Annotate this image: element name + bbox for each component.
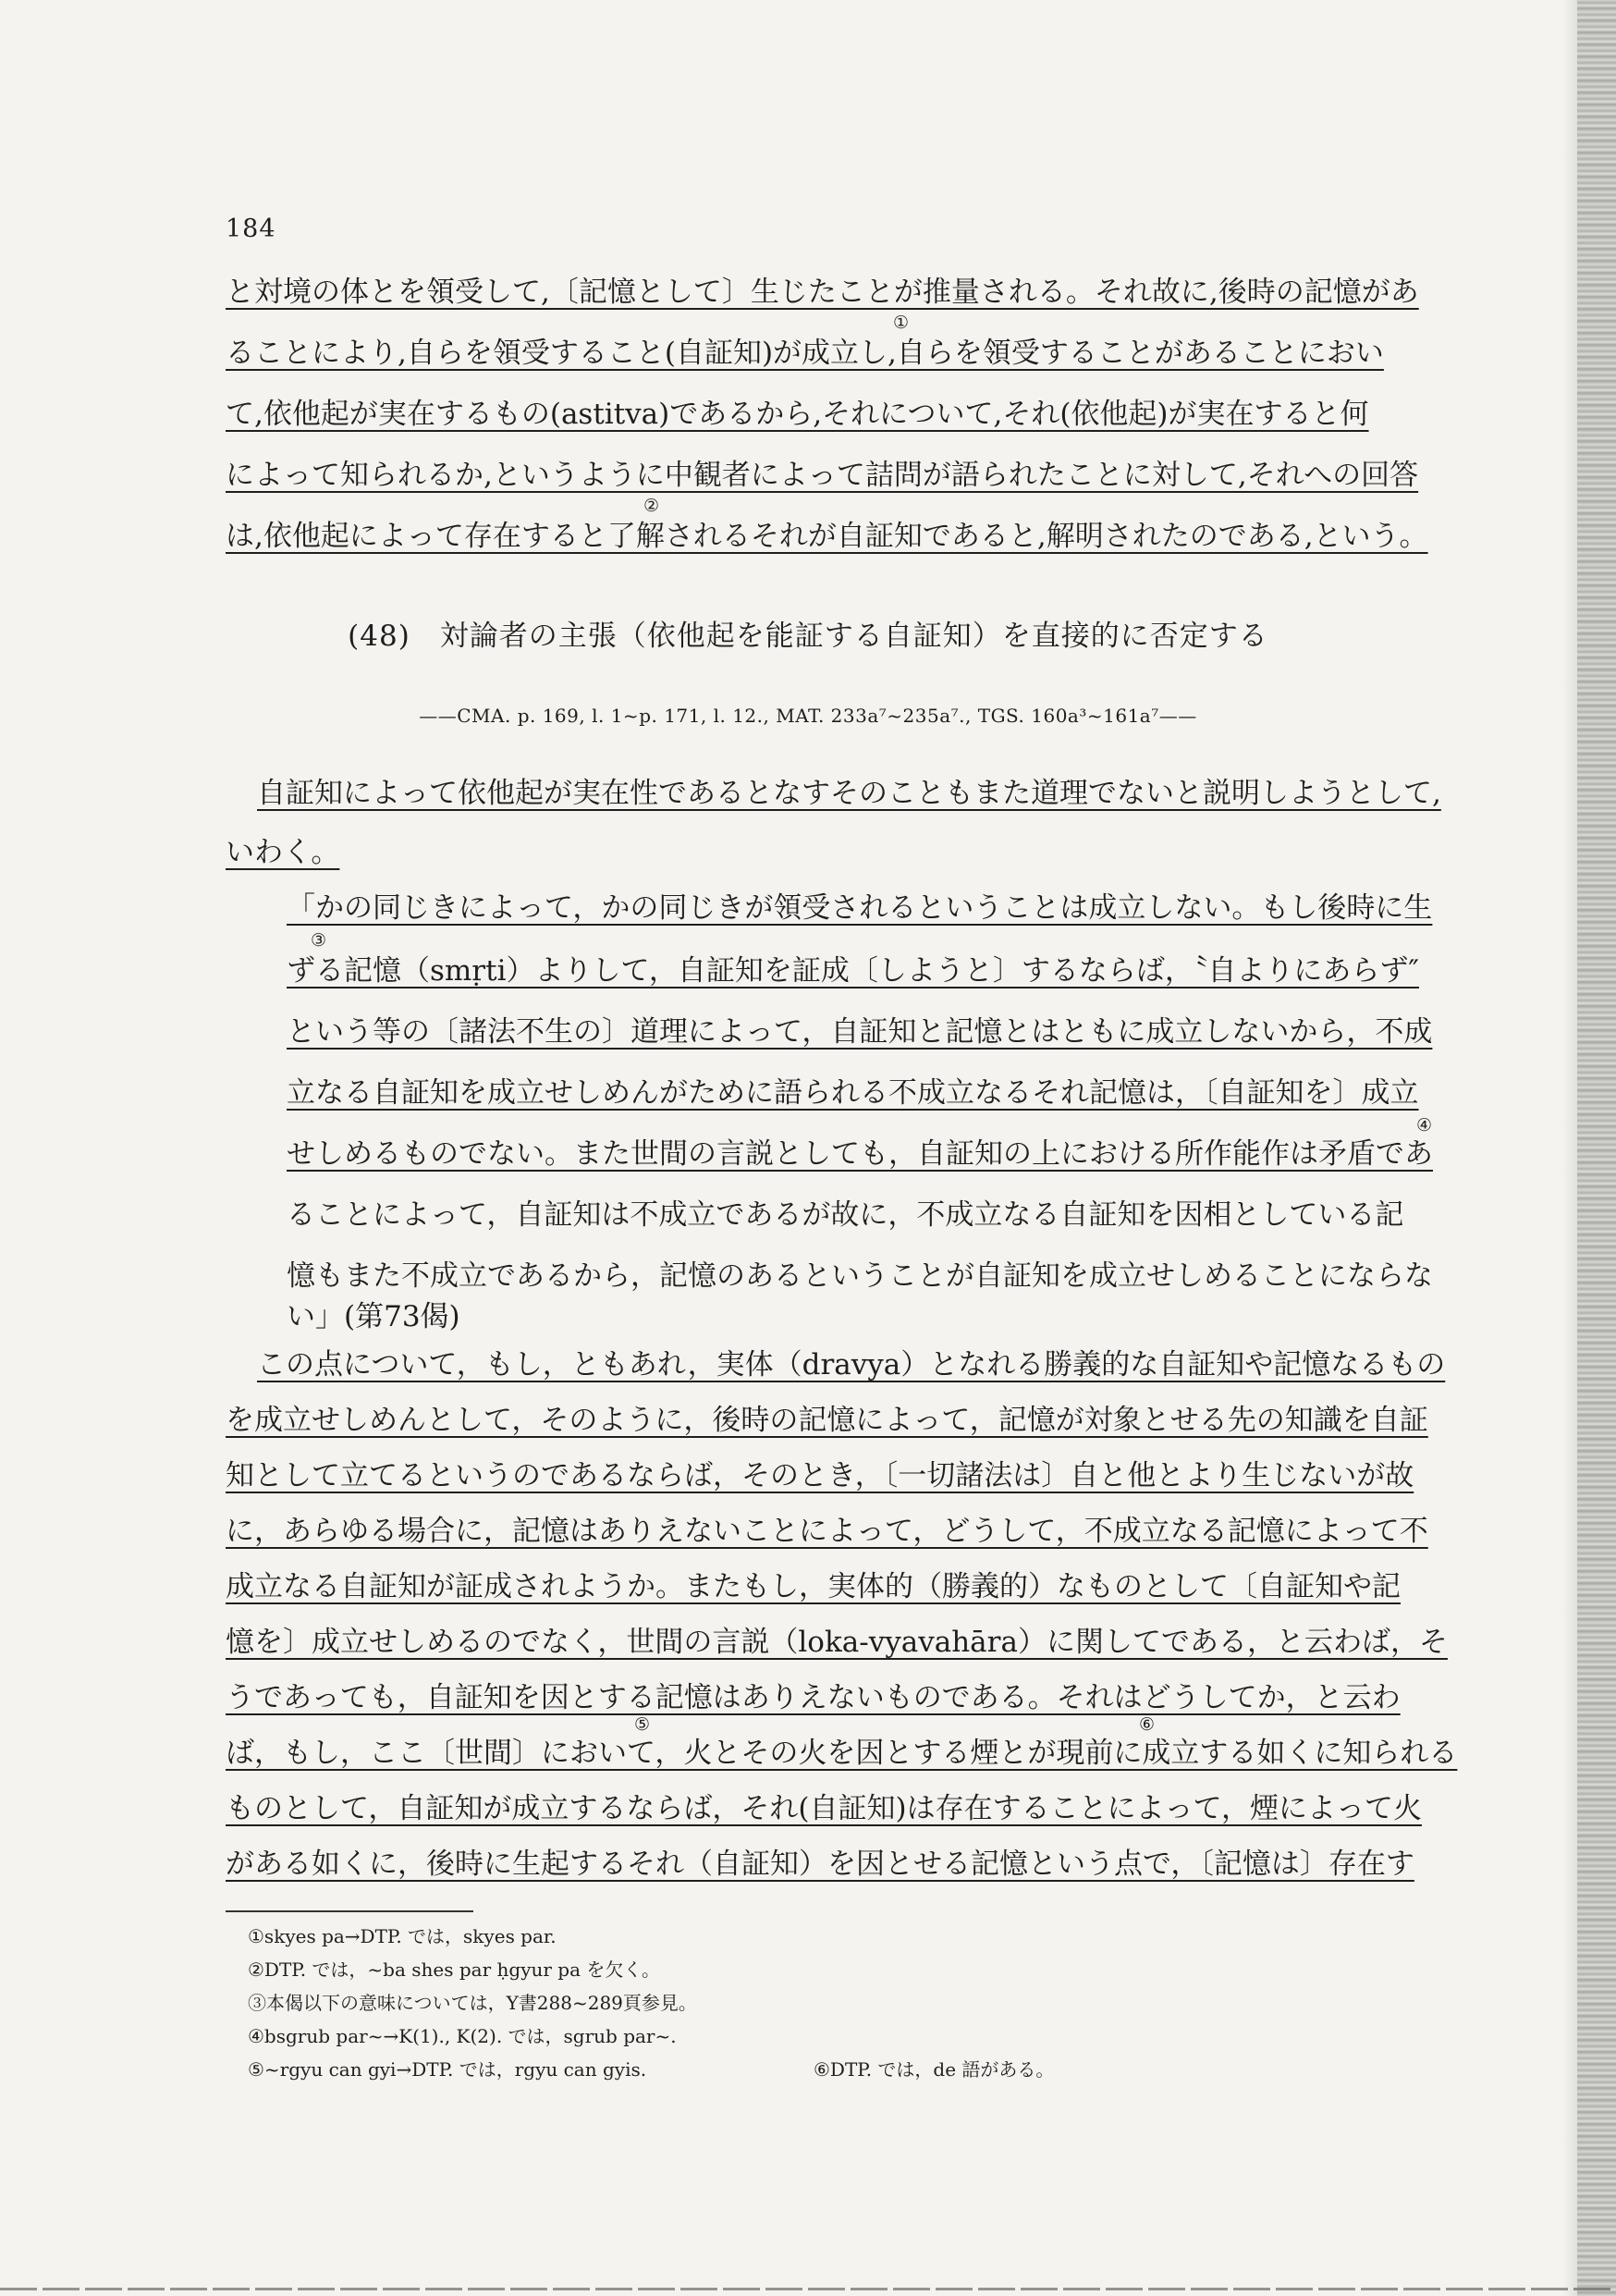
footnote-1: ①skyes pa→DTP. では，skyes par. (248, 1925, 557, 1947)
note-marker-4: ④ (1416, 1115, 1433, 1136)
verse-line-2: ずる記憶（smṛti）よりして，自証知を証成〔しようと〕するならば，〝自よりにあらず″ (287, 954, 1419, 988)
para2-line-4: に，あらゆる場合に，記憶はありえないことによって，どうして，不成立なる記憶によって不 (226, 1515, 1428, 1548)
para1-line-3: て,依他起が実在するもの(astitva)であるから,それについて,それ(依他起)が実在すると何 (226, 398, 1369, 431)
verse-line-7: 憶もまた不成立であるから，記憶のあるということが自証知を成立せしめることにならな (287, 1259, 1433, 1293)
verse-line-6: ることによって，自証知は不成立であるが故に，不成立なる自証知を因相としている記 (287, 1198, 1404, 1232)
para2-line-3: 知として立てるというのであるならば，そのとき，〔一切諸法は〕自と他とより生じないが故 (226, 1459, 1414, 1492)
para2-line-2: を成立せしめんとして，そのように，後時の記憶によって，記憶が対象とせる先の知識を自証 (226, 1404, 1428, 1437)
scan-edge-shadow (1577, 0, 1616, 2296)
verse-line-5: せしめるものでない。また世間の言説としても，自証知の上における所作能作は矛盾であ (287, 1137, 1433, 1171)
para2-line-9: ものとして，自証知が成立するならば，それ(自証知)は存在することによって，煙によって火 (226, 1792, 1422, 1825)
para1-line-5: は,依他起によって存在すると了解されるそれが自証知であると,解明されたのである,という。 (226, 520, 1428, 553)
para1-line-4: によって知られるか,というように中観者によって詰問が語られたことに対して,それへの回答 (226, 459, 1419, 492)
para2-line-8: ば，もし，ここ〔世間〕において，火とその火を因とする煙とが現前に成立する如くに知られる (226, 1737, 1458, 1770)
section-heading: (48) 対論者の主張（依他起を能証する自証知）を直接的に否定する (348, 620, 1268, 653)
note-marker-3: ③ (311, 930, 327, 951)
para1-line-2: ることにより,自らを領受すること(自証知)が成立し,自らを領受することがあることにおい (226, 337, 1384, 370)
verse-line-4: 立なる自証知を成立せしめんがために語られる不成立なるそれ記憶は，〔自証知を〕成立 (287, 1076, 1419, 1110)
para1-line-1: と対境の体とを領受して,〔記憶として〕生じたことが推量される。それ故に,後時の記憶があ (226, 276, 1419, 309)
footnote-4: ④bsgrub par~→K(1)., K(2). では，sgrub par~. (248, 2025, 677, 2047)
footnote-rule (226, 1910, 473, 1912)
scan-bottom-rule (0, 2288, 1616, 2290)
footnote-5: ⑤~rgyu can gyi→DTP. では，rgyu can gyis. (248, 2058, 647, 2081)
footnote-6: ⑥DTP. では，de 語がある。 (814, 2058, 1055, 2081)
source-reference: ——CMA. p. 169, l. 1~p. 171, l. 12., MAT. 233a⁷~235a⁷., TGS. 160a³~161a⁷—— (419, 705, 1197, 727)
para2-line-6: 憶を〕成立せしめるのでなく，世間の言説（loka-vyavahāra）に関してである，と云わば，そ (226, 1626, 1448, 1659)
verse-line-8: い」(第73偈) (287, 1300, 460, 1333)
intro-line-2: いわく。 (226, 836, 340, 869)
intro-line-1: 自証知によって依他起が実在性であるとなすそのこともまた道理でないと説明しようとして, (257, 777, 1441, 810)
page-number: 184 (226, 215, 276, 243)
para2-line-1: この点について，もし，ともあれ，実体（dravya）となれる勝義的な自証知や記憶なるもの (257, 1348, 1446, 1381)
footnote-3: ③本偈以下の意味については，Y書288~289頁参見。 (248, 1992, 697, 2014)
para2-line-5: 成立なる自証知が証成されようか。またもし，実体的（勝義的）なものとして〔自証知や記 (226, 1570, 1401, 1603)
verse-line-1: 「かの同じきによって，かの同じきが領受されるということは成立しない。もし後時に生 (287, 891, 1433, 925)
note-marker-5: ⑤ (634, 1714, 651, 1735)
note-marker-1: ① (893, 313, 910, 333)
para2-line-7: うであっても，自証知を因とする記憶はありえないものである。それはどうしてか，と云わ (226, 1681, 1401, 1714)
footnote-2: ②DTP. では，~ba shes par ḥgyur pa を欠く。 (248, 1958, 660, 1981)
para2-line-10: がある如くに，後時に生起するそれ（自証知）を因とせる記憶という点で，〔記憶は〕存在す (226, 1848, 1414, 1881)
note-marker-2: ② (643, 496, 660, 516)
note-marker-6: ⑥ (1139, 1714, 1156, 1735)
verse-line-3: という等の〔諸法不生の〕道理によって，自証知と記憶とはともに成立しないから，不成 (287, 1015, 1433, 1049)
scan-edge-gradient (1562, 0, 1577, 2296)
